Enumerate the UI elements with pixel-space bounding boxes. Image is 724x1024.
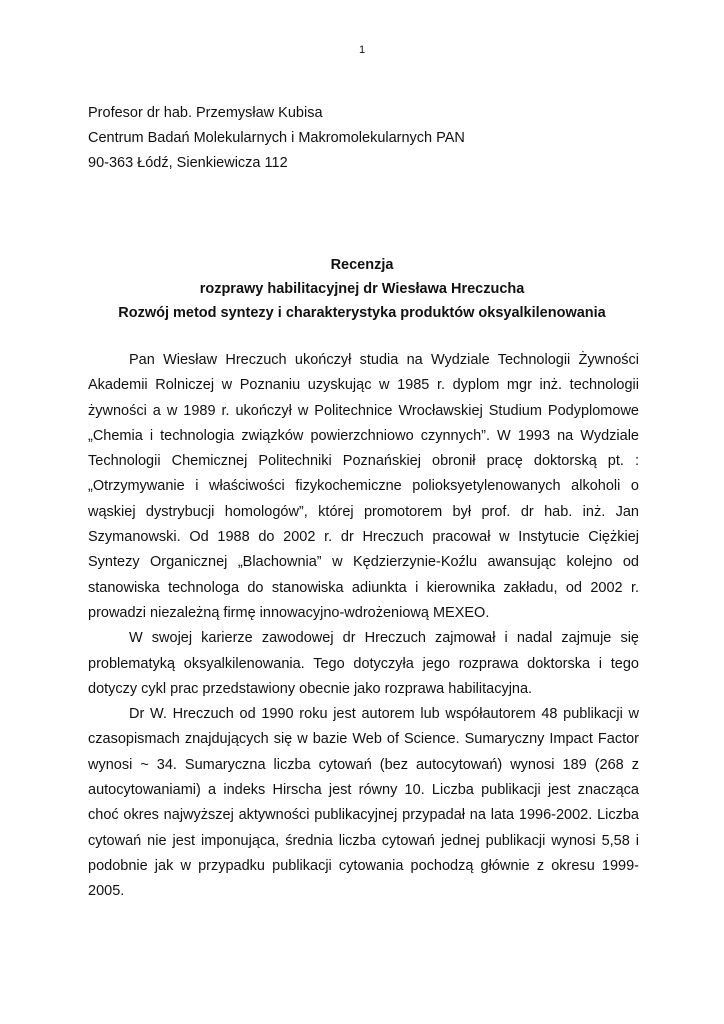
reviewer-institution: Centrum Badań Molekularnych i Makromolekularnych PAN bbox=[88, 130, 465, 146]
page-number: 1 bbox=[358, 44, 366, 56]
document-title bbox=[0, 253, 724, 325]
title-line-2: rozprawy habilitacyjnej dr Wiesława Hreczucha bbox=[199, 281, 525, 297]
reviewer-address bbox=[88, 101, 465, 176]
reviewer-street: 90-363 Łódź, Sienkiewicza 112 bbox=[88, 155, 288, 171]
paragraph: W swojej karierze zawodowej dr Hreczuch zajmował i nadal zajmuje się problematyką oksyalkilenowania. Tego dotyczyła jego rozprawa doktorska i tego dotyczy cykl prac przedstawiony obecnie jako rozprawa habilitacyjna. bbox=[88, 630, 639, 697]
body-text bbox=[88, 348, 639, 905]
reviewer-name: Profesor dr hab. Przemysław Kubisa bbox=[88, 105, 323, 121]
title-line-1: Recenzja bbox=[330, 257, 394, 273]
paragraph: Dr W. Hreczuch od 1990 roku jest autorem lub współautorem 48 publikacji w czasopismach znajdujących się w bazie Web of Science. Sumaryczny Impact Factor wynosi ~ 34. Sumaryczna liczba cytowań (bez autocytowań) wynosi 189 (268 z autocytowaniami) a indeks Hirscha jest równy 10. Liczba publikacji jest znacząca choć okres najwyższej aktywności publikacyjnej przypadał na lata 1996-2002. Liczba cytowań nie jest imponująca, średnia liczba cytowań jednej publikacji wynosi 5,58 i podobnie jak w przypadku publikacji cytowania pochodzą głównie z okresu 1999-2005. bbox=[88, 706, 639, 900]
paragraph: Pan Wiesław Hreczuch ukończył studia na Wydziale Technologii Żywności Akademii Rolniczej w Poznaniu uzyskując w 1985 r. dyplom mgr inż. technologii żywności a w 1989 r. ukończył w Politechnice Wrocławskiej Studium Podyplomowe „Chemia i technologia związków powierzchniowo czynnych”. W 1993 na Wydziale Technologii Chemicznej Politechniki Poznańskiej obronił pracę doktorską pt. :„Otrzymywanie i właściwości fizykochemiczne polioksyetylenowanych alkoholi o wąskiej dystrybucji homologów”, której promotorem był prof. dr hab. inż. Jan Szymanowski. Od 1988 do 2002 r. dr Hreczuch pracował w Instytucie Ciężkiej Syntezy Organicznej „Blachownia” w Kędzierzynie-Koźlu awansując kolejno od stanowiska technologa do stanowiska adiunkta i kierownika zakładu, od 2002 r. prowadzi niezależną firmę innowacyjno-wdrożeniową MEXEO. bbox=[88, 352, 639, 621]
title-line-3: Rozwój metod syntezy i charakterystyka produktów oksyalkilenowania bbox=[118, 305, 606, 321]
